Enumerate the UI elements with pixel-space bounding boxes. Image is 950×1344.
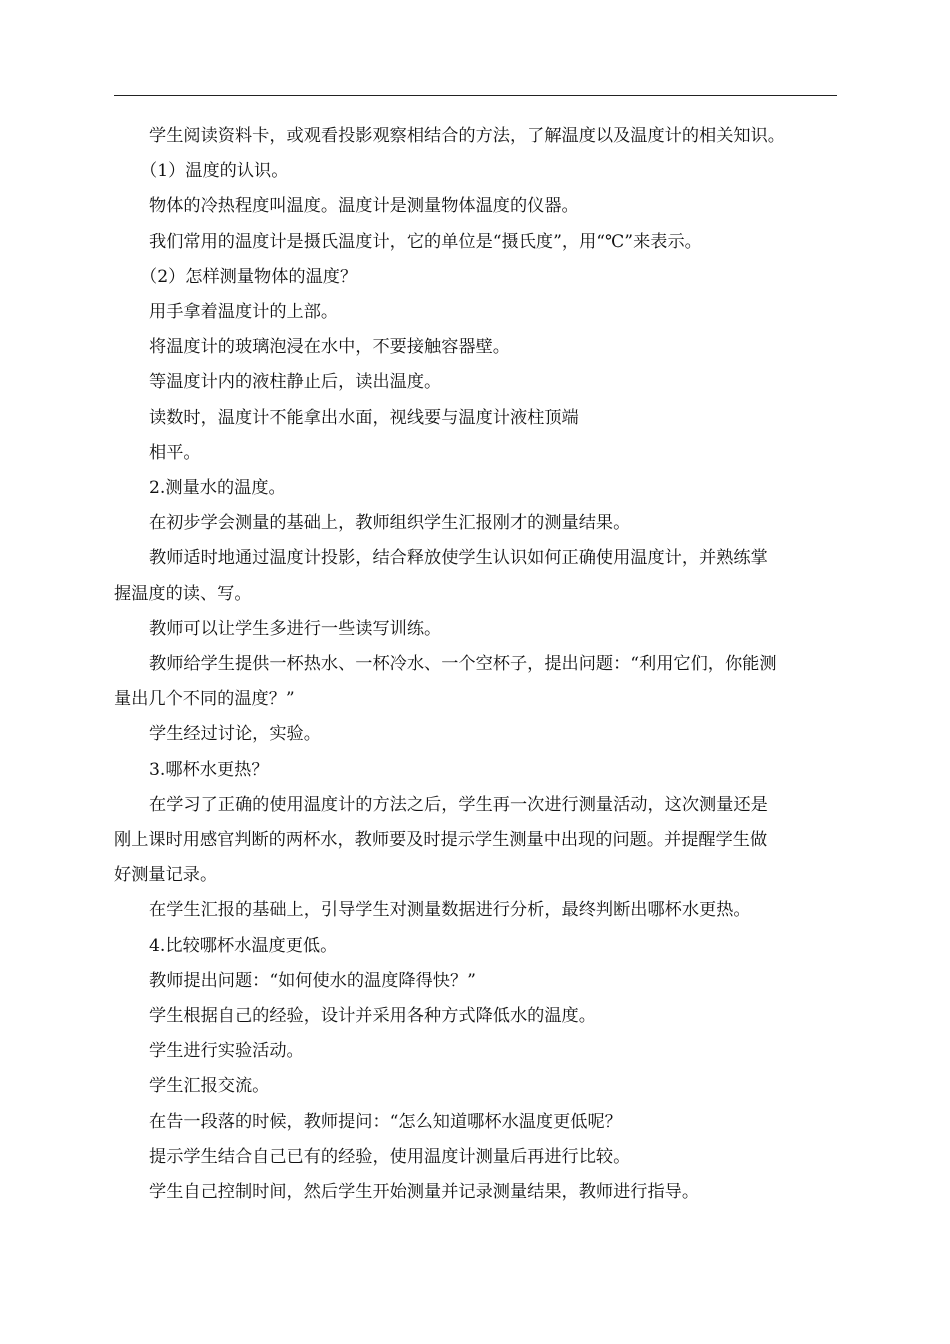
text-line: 等温度计内的液柱静止后，读出温度。 — [149, 372, 442, 393]
text-line: 教师给学生提供一杯热水、一杯冷水、一个空杯子，提出问题：“利用它们，你能测 — [149, 654, 777, 675]
text-line: 教师适时地通过温度计投影，结合释放使学生认识如何正确使用温度计，并熟练掌 — [149, 548, 768, 569]
text-line: 2.测量水的温度。 — [149, 478, 286, 499]
text-line: 学生阅读资料卡，或观看投影观察相结合的方法，了解温度以及温度计的相关知识。 — [149, 126, 785, 146]
text-line: 学生经过讨论，实验。 — [149, 724, 321, 745]
text-line: 教师提出问题：“如何使水的温度降得快？” — [149, 970, 476, 991]
text-line: （1）温度的认识。 — [140, 161, 289, 182]
text-line: 提示学生结合自己已有的经验，使用温度计测量后再进行比较。 — [149, 1146, 631, 1167]
text-line: 相平。 — [149, 442, 201, 463]
text-line: 读数时，温度计不能拿出水面，视线要与温度计液柱顶端 — [149, 407, 579, 428]
text-line: 学生进行实验活动。 — [149, 1041, 304, 1062]
text-line: 在学习了正确的使用温度计的方法之后，学生再一次进行测量活动，这次测量还是 — [149, 794, 768, 815]
text-line: 4.比较哪杯水温度更低。 — [149, 935, 338, 956]
text-line: 刚上课时用感官判断的两杯水，教师要及时提示学生测量中出现的问题。并提醒学生做 — [114, 830, 768, 851]
document-body — [114, 119, 837, 1210]
text-line: 学生根据自己的经验，设计并采用各种方式降低水的温度。 — [149, 1006, 596, 1027]
text-line: 3.哪杯水更热？ — [149, 759, 269, 780]
text-line: 用手拿着温度计的上部。 — [149, 302, 339, 323]
text-line: 将温度计的玻璃泡浸在水中，不要接触容器壁。 — [149, 337, 510, 358]
text-line: 物体的冷热程度叫温度。温度计是测量物体温度的仪器。 — [149, 196, 579, 217]
header-rule — [114, 95, 837, 96]
text-line: 学生汇报交流。 — [149, 1076, 270, 1097]
text-line: 在学生汇报的基础上，引导学生对测量数据进行分析，最终判断出哪杯水更热。 — [149, 900, 751, 921]
text-line: 学生自己控制时间，然后学生开始测量并记录测量结果，教师进行指导。 — [149, 1182, 700, 1203]
text-line: 握温度的读、写。 — [114, 583, 252, 604]
text-line: 在初步学会测量的基础上，教师组织学生汇报刚才的测量结果。 — [149, 513, 631, 534]
text-line: 我们常用的温度计是摄氏温度计，它的单位是“摄氏度”，用“℃”来表示。 — [149, 231, 702, 252]
text-line: 在告一段落的时候，教师提问：“怎么知道哪杯水温度更低呢？ — [149, 1111, 622, 1132]
text-line: 教师可以让学生多进行一些读写训练。 — [149, 618, 442, 639]
text-line: 量出几个不同的温度？” — [114, 689, 295, 710]
text-line: （2）怎样测量物体的温度？ — [140, 266, 358, 287]
text-line: 好测量记录。 — [114, 865, 218, 886]
